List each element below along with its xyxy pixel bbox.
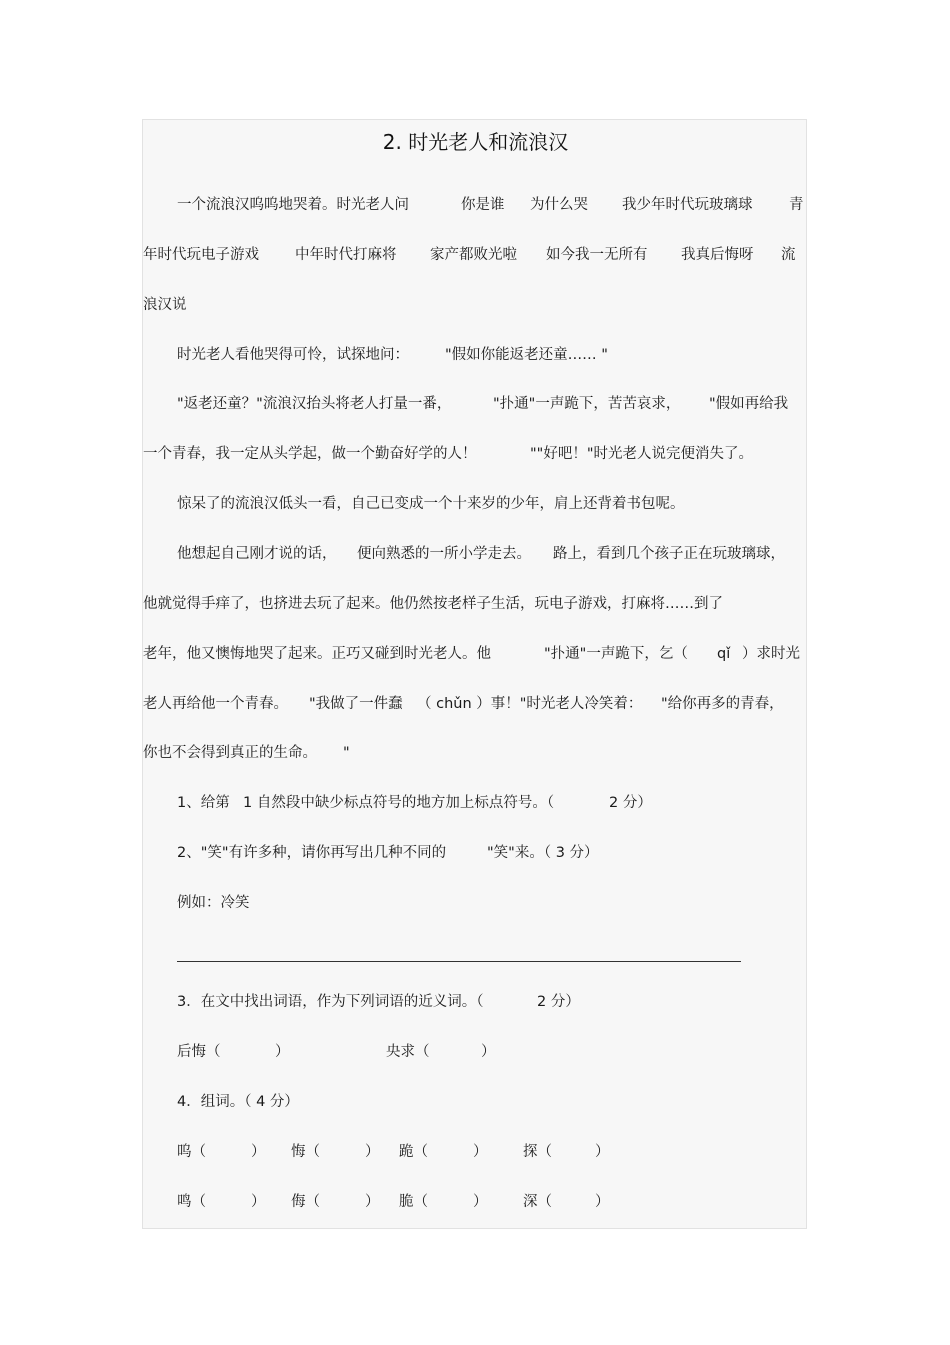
answer-blank[interactable]: ） [595, 1144, 610, 1160]
text-segment: 4．组词。（ 4 分） [177, 1094, 299, 1110]
passage-line [143, 643, 808, 665]
text-segment: 流 [781, 247, 796, 263]
passage-line [143, 742, 808, 764]
text-segment: 1、给第 [177, 795, 230, 811]
answer-blank[interactable]: ） [365, 1194, 380, 1210]
question-1 [143, 792, 808, 814]
answer-blank[interactable]: ） [275, 1044, 290, 1060]
synonym-item: 央求（ [386, 1044, 430, 1060]
answer-blank[interactable]: ） [473, 1144, 488, 1160]
text-segment: 中年时代打麻将 [295, 247, 397, 263]
text-segment: 一个青春，我一定从头学起，做一个勤奋好学的人！ [143, 446, 477, 462]
text-segment: 路上，看到几个孩子正在玩玻璃球， [553, 546, 785, 562]
page-title: 2. 时光老人和流浪汉 [382, 130, 569, 154]
text-segment: "假如你能返老还童…… " [445, 347, 608, 363]
text-segment: 2、"笑"有许多种，请你再写出几种不同的 [177, 845, 447, 861]
text-segment: 青 [789, 197, 804, 213]
character-item: 悔（ [291, 1144, 320, 1160]
text-segment: 例如：冷笑 [177, 895, 250, 911]
text-segment: 为什么哭 [530, 197, 588, 213]
character-item: 呜（ [177, 1144, 206, 1160]
text-segment: 我少年时代玩玻璃球 [622, 197, 753, 213]
answer-blank[interactable]: ） [365, 1144, 380, 1160]
text-segment: 惊呆了的流浪汉低头一看，自己已变成一个十来岁的少年，肩上还背着书包呢。 [177, 496, 685, 512]
character-item: 跪（ [399, 1144, 428, 1160]
answer-line[interactable] [177, 961, 741, 962]
answer-blank[interactable]: ） [251, 1144, 266, 1160]
passage-line [143, 493, 808, 515]
text-segment: 我真后悔呀 [681, 247, 754, 263]
passage-line [143, 543, 808, 565]
text-segment: " [343, 745, 350, 761]
text-segment: 他就觉得手痒了，也挤进去玩了起来。他仍然按老样子生活，玩电子游戏，打麻将……到了 [143, 596, 723, 612]
text-segment: 老人再给他一个青春。 [143, 696, 288, 712]
text-segment: "假如再给我 [709, 396, 789, 412]
text-segment: ""好吧！"时光老人说完便消失了。 [530, 446, 754, 462]
passage-line [143, 593, 808, 615]
character-item: 探（ [523, 1144, 552, 1160]
answer-blank[interactable]: ） [595, 1194, 610, 1210]
text-segment: 浪汉说 [143, 297, 187, 313]
text-segment: 你是谁 [461, 197, 505, 213]
text-segment: 便向熟悉的一所小学走去。 [357, 546, 531, 562]
passage-line [143, 693, 808, 715]
text-segment: （ chǔn ）事！"时光老人冷笑着： [417, 696, 643, 712]
passage-line [143, 244, 808, 266]
text-segment: "扑通"一声跪下，乞（ [544, 646, 688, 662]
character-item: 侮（ [291, 1194, 320, 1210]
passage-line [143, 344, 808, 366]
text-segment: "返老还童？"流浪汉抬头将老人打量一番， [177, 396, 452, 412]
passage-line [143, 443, 808, 465]
passage-line [143, 194, 808, 216]
question-3-items [143, 1041, 808, 1063]
text-segment: "笑"来。（ 3 分） [487, 845, 599, 861]
text-segment: 你也不会得到真正的生命。 [143, 745, 317, 761]
text-segment: "给你再多的青春， [661, 696, 784, 712]
answer-blank[interactable]: ） [473, 1194, 488, 1210]
text-segment: 时光老人看他哭得可怜，试探地问： [177, 347, 409, 363]
question-3 [143, 991, 808, 1013]
worksheet-page [142, 119, 807, 1229]
passage-line [143, 393, 808, 415]
character-item: 脆（ [399, 1194, 428, 1210]
passage-line [143, 294, 808, 316]
question-4 [143, 1091, 808, 1113]
character-item: 鸣（ [177, 1194, 206, 1210]
pinyin-annotation: qǐ [717, 646, 731, 662]
answer-blank[interactable]: ） [481, 1044, 496, 1060]
word-group-row [143, 1141, 808, 1163]
text-segment: ）求时光 [742, 646, 800, 662]
question-2 [143, 842, 808, 864]
synonym-item: 后悔（ [177, 1044, 221, 1060]
text-segment: 2 分） [609, 795, 652, 811]
text-segment: 如今我一无所有 [546, 247, 648, 263]
word-group-row [143, 1191, 808, 1213]
question-2-example [143, 892, 808, 914]
text-segment: "我做了一件蠢 [309, 696, 403, 712]
answer-blank[interactable]: ） [251, 1194, 266, 1210]
text-segment: 1 自然段中缺少标点符号的地方加上标点符号。（ [243, 795, 555, 811]
text-segment: 3．在文中找出词语，作为下列词语的近义词。（ [177, 994, 484, 1010]
text-segment: 他想起自己刚才说的话， [177, 546, 337, 562]
text-segment: 一个流浪汉呜呜地哭着。时光老人问 [177, 197, 409, 213]
text-segment: 老年，他又懊悔地哭了起来。正巧又碰到时光老人。他 [143, 646, 491, 662]
text-segment: 年时代玩电子游戏 [143, 247, 259, 263]
text-segment: 家产都败光啦 [430, 247, 517, 263]
text-segment: "扑通"一声跪下，苦苦哀求， [493, 396, 681, 412]
text-segment: 2 分） [537, 994, 580, 1010]
character-item: 深（ [523, 1194, 552, 1210]
